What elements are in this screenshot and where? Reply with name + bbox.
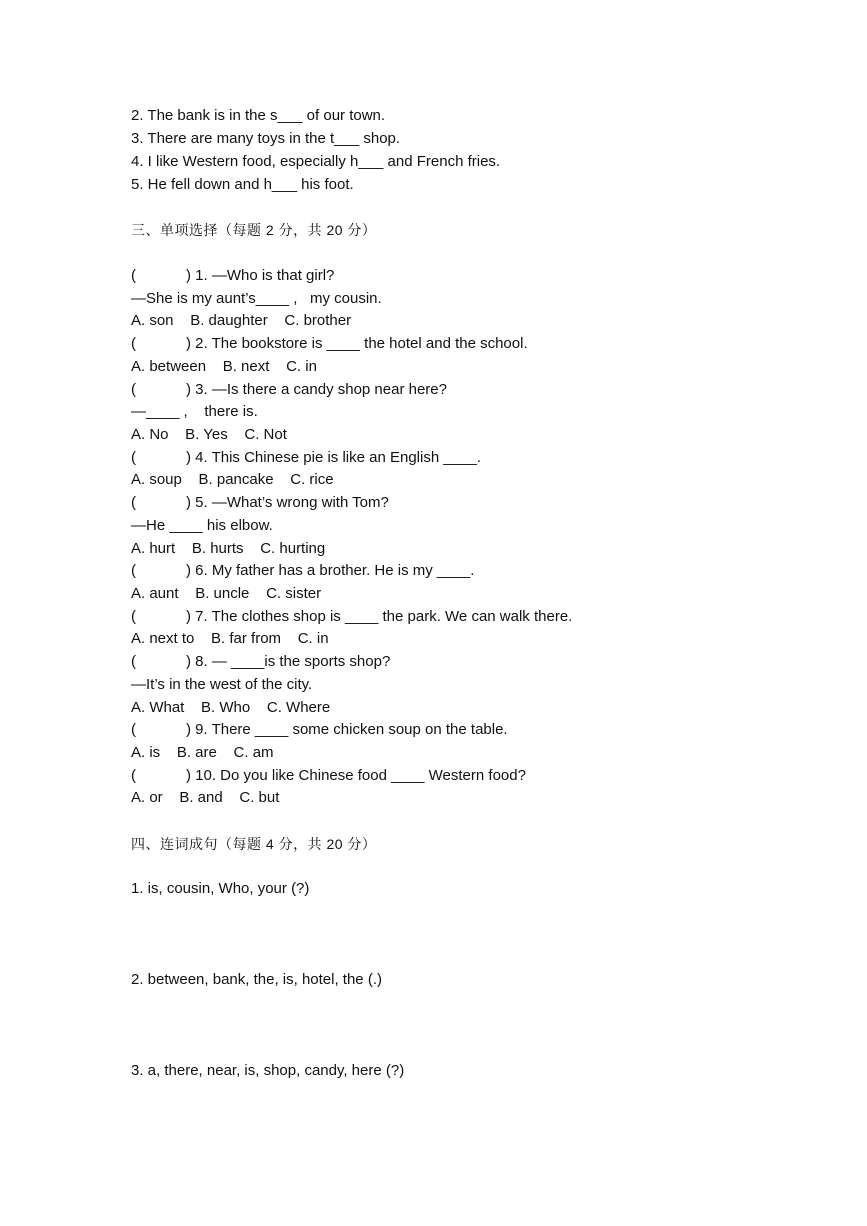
options-line: A. What B. Who C. Where — [131, 699, 331, 716]
question-line: ( ) 7. The clothes shop is ____ the park. We can walk there. — [131, 608, 573, 625]
question-line: —He ____ his elbow. — [131, 517, 273, 534]
question-line: ( ) 8. — ____is the sports shop? — [131, 653, 391, 670]
options-line: A. No B. Yes C. Not — [131, 426, 287, 443]
question-line: ( ) 10. Do you like Chinese food ____ Western food? — [131, 767, 526, 784]
options-line: A. is B. are C. am — [131, 744, 274, 761]
question-line: ( ) 6. My father has a brother. He is my ____. — [131, 562, 475, 579]
options-line: A. between B. next C. in — [131, 358, 317, 375]
question-line: ( ) 3. —Is there a candy shop near here? — [131, 381, 447, 398]
options-line: A. soup B. pancake C. rice — [131, 471, 334, 488]
section-4-heading: 四、连词成句（每题 4 分，共 20 分） — [131, 836, 377, 852]
question-line: ( ) 9. There ____ some chicken soup on the table. — [131, 721, 508, 738]
options-line: A. aunt B. uncle C. sister — [131, 585, 322, 602]
fill-blank-item-2: 2. The bank is in the s___ of our town. — [131, 107, 386, 124]
section-3-heading: 三、单项选择（每题 2 分，共 20 分） — [131, 222, 377, 238]
sentence-item-2: 2. between, bank, the, is, hotel, the (.) — [131, 971, 382, 988]
options-line: A. son B. daughter C. brother — [131, 312, 352, 329]
options-line: A. or B. and C. but — [131, 789, 280, 806]
sentence-item-1: 1. is, cousin, Who, your (?) — [131, 880, 310, 897]
options-line: A. hurt B. hurts C. hurting — [131, 540, 326, 557]
question-line: ( ) 1. —Who is that girl? — [131, 267, 335, 284]
sentence-item-3: 3. a, there, near, is, shop, candy, here (?) — [131, 1062, 405, 1079]
fill-blank-item-5: 5. He fell down and h___ his foot. — [131, 176, 354, 193]
fill-blank-item-4: 4. I like Western food, especially h___ and French fries. — [131, 153, 501, 170]
question-line: —It’s in the west of the city. — [131, 676, 313, 693]
options-line: A. next to B. far from C. in — [131, 630, 329, 647]
question-line: ( ) 4. This Chinese pie is like an English ____. — [131, 449, 481, 466]
question-line: ( ) 5. —What’s wrong with Tom? — [131, 494, 389, 511]
fill-blank-item-3: 3. There are many toys in the t___ shop. — [131, 130, 401, 147]
question-line: —____ , there is. — [131, 403, 258, 420]
question-line: ( ) 2. The bookstore is ____ the hotel and the school. — [131, 335, 528, 352]
question-line: —She is my aunt’s____ , my cousin. — [131, 290, 382, 307]
